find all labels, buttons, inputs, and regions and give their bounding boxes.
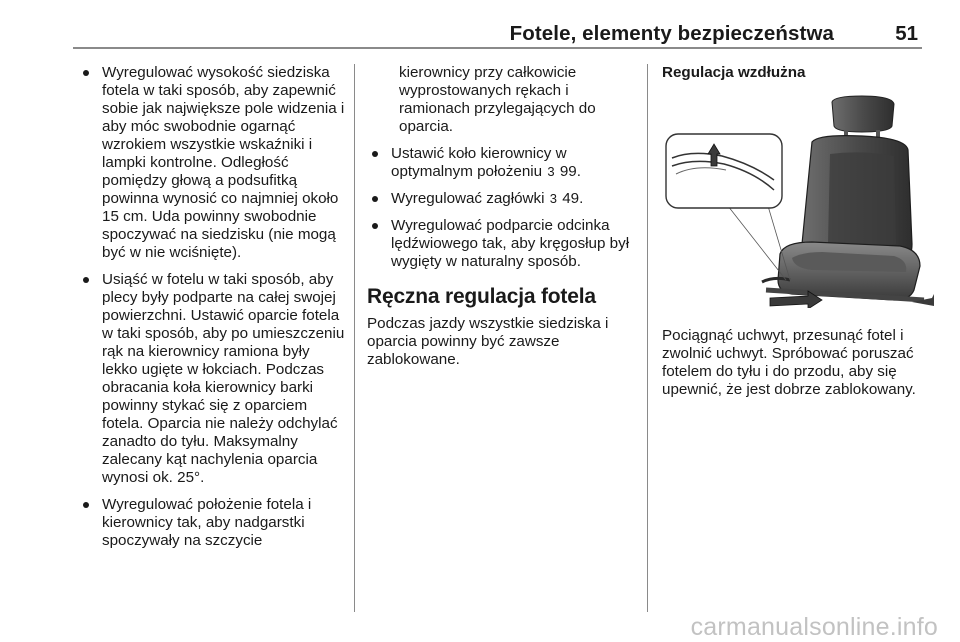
seat-illustration-icon — [662, 94, 934, 308]
watermark-text: carmanualsonline.info — [690, 613, 938, 641]
section-heading: Ręczna regulacja fotela — [367, 285, 596, 308]
page-number: 51 — [895, 22, 918, 45]
column-divider-2 — [647, 64, 648, 612]
page-header-title: Fotele, elementy bezpieczeństwa — [509, 22, 834, 45]
seat-adjustment-figure — [662, 94, 934, 308]
column-right — [662, 64, 934, 399]
instruction-list — [78, 64, 346, 550]
list-item-text: Wyregulować zagłówki — [391, 190, 545, 207]
list-item: Wyregulować położenie fotela i kierownicy tak, aby nadgarstki spoczywały na szczycie — [78, 496, 346, 550]
header-divider — [73, 47, 922, 49]
continued-text: kierownicy przy całkowicie wyprostowanych rękach i ramionach przylegających do oparcia. — [399, 64, 596, 135]
list-item-text: Ustawić koło kierownicy w optymalnym położeniu — [391, 145, 567, 180]
page-reference-icon: 3 — [549, 191, 557, 206]
list-item: Wyregulować wysokość siedziska fotela w taki sposób, aby zapewnić sobie jak największe pole widzenia i aby móc swobodnie ogarnąć wzrokiem wszystkie wskaźniki i lampki kontrolne. Odległość pomiędzy głową a podsufitką powinna wynosić co najmniej około 15 cm. Uda powinny swobodnie spoczywać na siedzisku (nie mogą być w nie wciśnięte). — [78, 64, 346, 262]
list-item — [367, 190, 639, 208]
subsection-heading: Regulacja wzdłużna — [662, 64, 806, 81]
page-reference-link[interactable]: 99. — [559, 163, 581, 180]
list-item: Usiąść w fotelu w taki sposób, aby plecy były podparte na całej swojej powierzchni. Ustawić oparcie fotela w taki sposób, aby po umieszczeniu rąk na kierownicy ramiona były lekko ugięte w łokciach. Podczas obracania koła kierownicy barki powinny stykać się z oparciem fotela. Oparcia nie należy odchylać zanadto do tyłu. Maksymalny zalecany kąt nachylenia oparcia wynosi ok. 25°. — [78, 271, 346, 487]
column-middle — [367, 64, 639, 369]
list-item — [367, 217, 639, 271]
list-item — [367, 145, 639, 181]
section-body: Pociągnąć uchwyt, przesunąć fotel i zwolnić uchwyt. Spróbować poruszać fotelem do tyłu i do przodu, aby się upewnić, że jest dobrze zablokowany. — [662, 327, 916, 398]
column-divider-1 — [354, 64, 355, 612]
list-item-text: Wyregulować podparcie odcinka lędźwiowego tak, aby kręgosłup był wygięty w naturalny sposób. — [391, 217, 630, 270]
instruction-list — [367, 145, 639, 271]
section-body: Podczas jazdy wszystkie siedziska i oparcia powinny być zawsze zablokowane. — [367, 315, 609, 368]
page-reference-icon: 3 — [547, 164, 555, 179]
column-left — [78, 64, 346, 559]
page-reference-link[interactable]: 49. — [562, 190, 584, 207]
